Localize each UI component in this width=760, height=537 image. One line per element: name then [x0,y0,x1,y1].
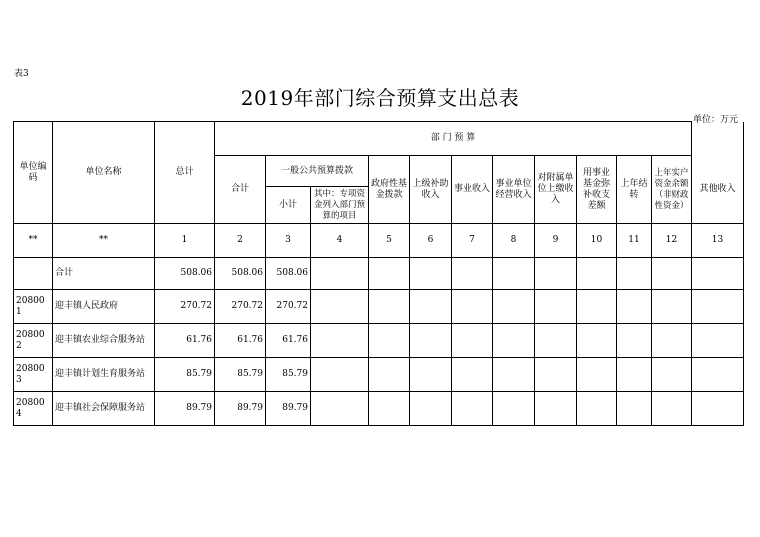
row-name: 合计 [53,258,155,290]
row-empty [410,290,452,324]
header-dept-budget: 部 门 预 算 [215,122,692,156]
row-name: 迎丰镇计划生育服务站 [53,358,155,392]
row-empty [617,324,652,358]
row-empty [493,358,535,392]
row-gp-subtotal: 508.06 [266,258,311,290]
row-empty [311,258,369,290]
index-cell: 10 [577,224,617,258]
index-cell: 4 [311,224,369,258]
row-total: 85.79 [155,358,215,392]
index-cell: 6 [410,224,452,258]
row-empty [369,324,410,358]
row-empty [692,358,744,392]
row-empty [535,290,577,324]
page-title: 2019年部门综合预算支出总表 [240,86,520,110]
row-gp-subtotal: 61.76 [266,324,311,358]
row-empty [617,358,652,392]
row-empty [493,290,535,324]
header-total: 总计 [155,122,215,224]
row-empty [692,258,744,290]
row-empty [652,392,692,426]
row-empty [577,324,617,358]
row-empty [535,258,577,290]
row-empty [452,258,493,290]
header-general-public: 一般公共预算拨款 [266,156,369,187]
row-name: 迎丰镇农业综合服务站 [53,324,155,358]
row-empty [652,324,692,358]
row-gp-subtotal: 85.79 [266,358,311,392]
header-gov-fund: 政府性基金拨款 [369,156,410,224]
index-row [14,224,744,258]
row-empty [369,290,410,324]
row-code: 208002 [14,324,53,358]
header-affiliated-income: 对附属单位上缴收入 [535,156,577,224]
row-empty [410,358,452,392]
index-cell: 1 [155,224,215,258]
header-business-op-income: 事业单位经营收入 [493,156,535,224]
row-code: 208001 [14,290,53,324]
row-code: 208003 [14,358,53,392]
row-empty [577,258,617,290]
row-empty [692,290,744,324]
index-cell: 13 [692,224,744,258]
header-unit-name: 单位名称 [53,122,155,224]
table-row [14,258,744,290]
table-label: 表3 [14,69,29,79]
row-empty [452,392,493,426]
header-blank [692,122,744,156]
row-name: 迎丰镇人民政府 [53,290,155,324]
index-cell: 8 [493,224,535,258]
header-gp-special: 其中：专项资金列入部门预算的项目 [311,187,369,224]
index-cell: 5 [369,224,410,258]
row-empty [692,324,744,358]
row-empty [652,358,692,392]
row-total: 89.79 [155,392,215,426]
row-code: 208004 [14,392,53,426]
row-empty [577,290,617,324]
row-empty [617,258,652,290]
header-business-income: 事业收入 [452,156,493,224]
row-empty [311,358,369,392]
row-empty [493,258,535,290]
header-other-income: 其他收入 [692,156,744,224]
header-fund-make-up: 用事业基金弥补收支差额 [577,156,617,224]
row-code [14,258,53,290]
row-empty [369,358,410,392]
row-empty [452,358,493,392]
header-upper-subsidy: 上级补助收入 [410,156,452,224]
table-row [14,324,744,358]
row-empty [369,258,410,290]
row-name: 迎丰镇社会保障服务站 [53,392,155,426]
row-empty [577,392,617,426]
header-last-year-fund: 上年实户资金余额（非财政性资金） [652,156,692,224]
row-empty [369,392,410,426]
index-cell: 12 [652,224,692,258]
row-total: 61.76 [155,324,215,358]
row-empty [577,358,617,392]
header-row-1 [14,122,744,156]
row-empty [311,324,369,358]
index-cell: 9 [535,224,577,258]
row-empty [535,324,577,358]
table-row [14,290,744,324]
budget-table [13,121,744,426]
index-cell: 3 [266,224,311,258]
row-empty [652,290,692,324]
header-gp-subtotal: 小计 [266,187,311,224]
row-empty [311,392,369,426]
index-cell: 7 [452,224,493,258]
index-cell: ** [53,224,155,258]
row-subtotal: 508.06 [215,258,266,290]
row-total: 270.72 [155,290,215,324]
row-empty [493,324,535,358]
row-empty [410,392,452,426]
row-total: 508.06 [155,258,215,290]
row-empty [652,258,692,290]
row-empty [617,290,652,324]
row-empty [452,324,493,358]
row-subtotal: 270.72 [215,290,266,324]
table-row [14,392,744,426]
row-empty [692,392,744,426]
row-empty [410,258,452,290]
index-cell: 2 [215,224,266,258]
unit-label: 单位：万元 [692,115,738,125]
row-empty [311,290,369,324]
row-subtotal: 89.79 [215,392,266,426]
index-cell: 11 [617,224,652,258]
row-empty [493,392,535,426]
row-empty [452,290,493,324]
row-empty [410,324,452,358]
header-last-year-balance: 上年结转 [617,156,652,224]
row-empty [617,392,652,426]
row-empty [535,392,577,426]
table-row [14,358,744,392]
row-empty [535,358,577,392]
index-cell: ** [14,224,53,258]
header-unit-code: 单位编码 [14,122,53,224]
row-gp-subtotal: 89.79 [266,392,311,426]
row-subtotal: 85.79 [215,358,266,392]
row-subtotal: 61.76 [215,324,266,358]
header-subtotal: 合计 [215,156,266,224]
row-gp-subtotal: 270.72 [266,290,311,324]
